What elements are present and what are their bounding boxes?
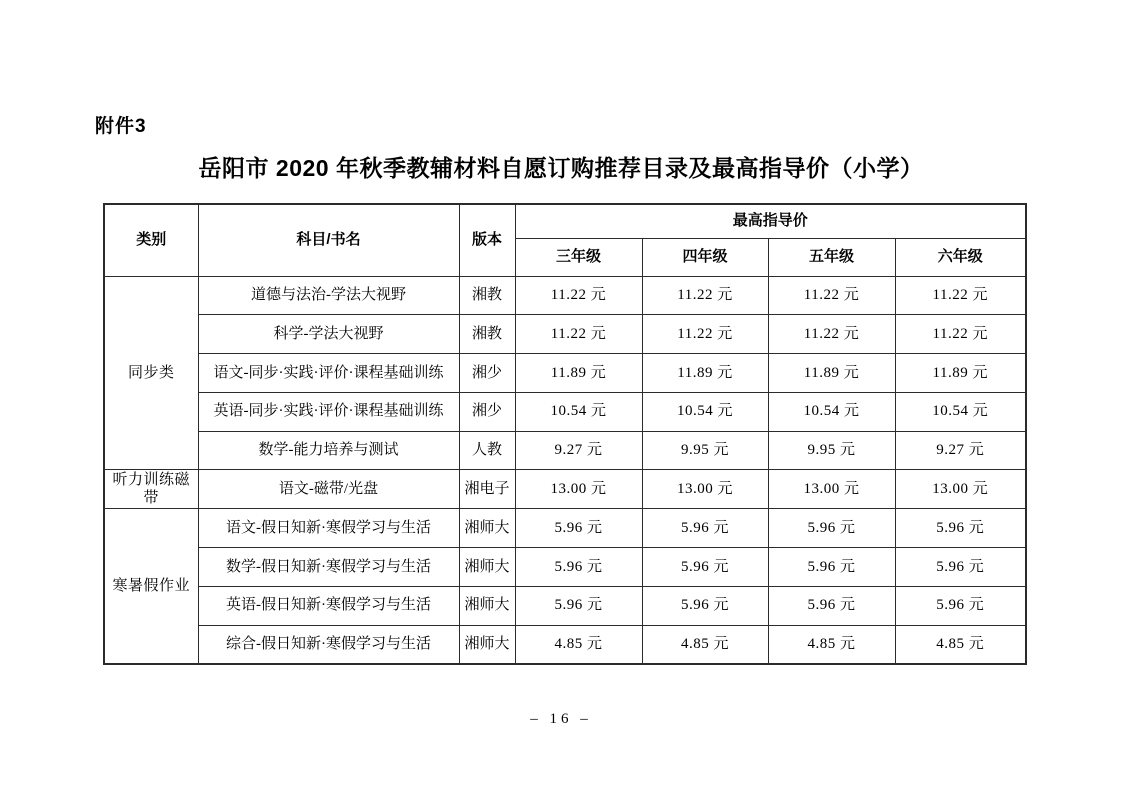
catalog-table-container <box>103 203 1025 665</box>
page-number: – 16 – <box>530 711 592 727</box>
edition-cell: 湘师大 <box>459 548 515 587</box>
header-grade-5: 五年级 <box>768 238 895 276</box>
table-row <box>104 470 1026 509</box>
price-cell: 10.54 元 <box>515 392 642 431</box>
subject-cell: 数学-能力培养与测试 <box>198 431 459 470</box>
price-cell: 4.85 元 <box>642 625 768 664</box>
header-subject: 科目/书名 <box>198 204 459 276</box>
price-cell: 9.27 元 <box>895 431 1026 470</box>
table-row <box>104 315 1026 354</box>
price-cell: 13.00 元 <box>515 470 642 509</box>
header-row-1 <box>104 204 1026 238</box>
subject-cell: 英语-同步·实践·评价·课程基础训练 <box>198 392 459 431</box>
edition-cell: 湘教 <box>459 315 515 354</box>
subject-cell: 语文-磁带/光盘 <box>198 470 459 509</box>
subject-cell: 语文-同步·实践·评价·课程基础训练 <box>198 354 459 393</box>
edition-cell: 湘师大 <box>459 625 515 664</box>
document-title: 岳阳市 2020 年秋季教辅材料自愿订购推荐目录及最高指导价（小学） <box>198 155 924 181</box>
attachment-label: 附件3 <box>95 116 147 137</box>
price-cell: 10.54 元 <box>768 392 895 431</box>
header-category: 类别 <box>104 204 198 276</box>
header-edition: 版本 <box>459 204 515 276</box>
price-cell: 13.00 元 <box>895 470 1026 509</box>
edition-cell: 湘少 <box>459 354 515 393</box>
price-cell: 5.96 元 <box>768 548 895 587</box>
price-cell: 11.89 元 <box>515 354 642 393</box>
table-row <box>104 276 1026 315</box>
price-cell: 9.27 元 <box>515 431 642 470</box>
price-cell: 13.00 元 <box>642 470 768 509</box>
subject-cell: 英语-假日知新·寒假学习与生活 <box>198 586 459 625</box>
edition-cell: 湘电子 <box>459 470 515 509</box>
price-cell: 5.96 元 <box>895 509 1026 548</box>
price-cell: 11.22 元 <box>895 276 1026 315</box>
table-row <box>104 625 1026 664</box>
price-cell: 5.96 元 <box>515 586 642 625</box>
edition-cell: 湘师大 <box>459 509 515 548</box>
category-cell: 听力训练磁带 <box>104 470 198 509</box>
category-cell: 同步类 <box>104 276 198 470</box>
price-cell: 5.96 元 <box>642 586 768 625</box>
subject-cell: 数学-假日知新·寒假学习与生活 <box>198 548 459 587</box>
price-cell: 11.22 元 <box>895 315 1026 354</box>
edition-cell: 人教 <box>459 431 515 470</box>
edition-cell: 湘少 <box>459 392 515 431</box>
catalog-table <box>103 203 1027 665</box>
price-cell: 11.22 元 <box>515 315 642 354</box>
header-price-group: 最高指导价 <box>515 204 1026 238</box>
price-cell: 4.85 元 <box>768 625 895 664</box>
price-cell: 5.96 元 <box>515 548 642 587</box>
price-cell: 11.89 元 <box>642 354 768 393</box>
price-cell: 5.96 元 <box>642 548 768 587</box>
subject-cell: 科学-学法大视野 <box>198 315 459 354</box>
price-cell: 5.96 元 <box>768 586 895 625</box>
price-cell: 5.96 元 <box>895 586 1026 625</box>
price-cell: 10.54 元 <box>895 392 1026 431</box>
price-cell: 5.96 元 <box>515 509 642 548</box>
price-cell: 11.22 元 <box>642 276 768 315</box>
price-cell: 9.95 元 <box>768 431 895 470</box>
header-grade-3: 三年级 <box>515 238 642 276</box>
subject-cell: 道德与法治-学法大视野 <box>198 276 459 315</box>
table-row <box>104 431 1026 470</box>
price-cell: 5.96 元 <box>895 548 1026 587</box>
table-row <box>104 548 1026 587</box>
price-cell: 11.22 元 <box>768 315 895 354</box>
header-grade-6: 六年级 <box>895 238 1026 276</box>
table-header <box>104 204 1026 276</box>
table-row <box>104 354 1026 393</box>
price-cell: 9.95 元 <box>642 431 768 470</box>
table-body <box>104 276 1026 664</box>
price-cell: 11.89 元 <box>768 354 895 393</box>
price-cell: 5.96 元 <box>768 509 895 548</box>
edition-cell: 湘教 <box>459 276 515 315</box>
price-cell: 13.00 元 <box>768 470 895 509</box>
subject-cell: 语文-假日知新·寒假学习与生活 <box>198 509 459 548</box>
price-cell: 11.22 元 <box>642 315 768 354</box>
price-cell: 5.96 元 <box>642 509 768 548</box>
price-cell: 4.85 元 <box>515 625 642 664</box>
price-cell: 4.85 元 <box>895 625 1026 664</box>
subject-cell: 综合-假日知新·寒假学习与生活 <box>198 625 459 664</box>
table-row <box>104 392 1026 431</box>
price-cell: 10.54 元 <box>642 392 768 431</box>
edition-cell: 湘师大 <box>459 586 515 625</box>
price-cell: 11.89 元 <box>895 354 1026 393</box>
table-row <box>104 586 1026 625</box>
header-grade-4: 四年级 <box>642 238 768 276</box>
price-cell: 11.22 元 <box>515 276 642 315</box>
category-cell: 寒暑假作业 <box>104 509 198 664</box>
table-row <box>104 509 1026 548</box>
price-cell: 11.22 元 <box>768 276 895 315</box>
